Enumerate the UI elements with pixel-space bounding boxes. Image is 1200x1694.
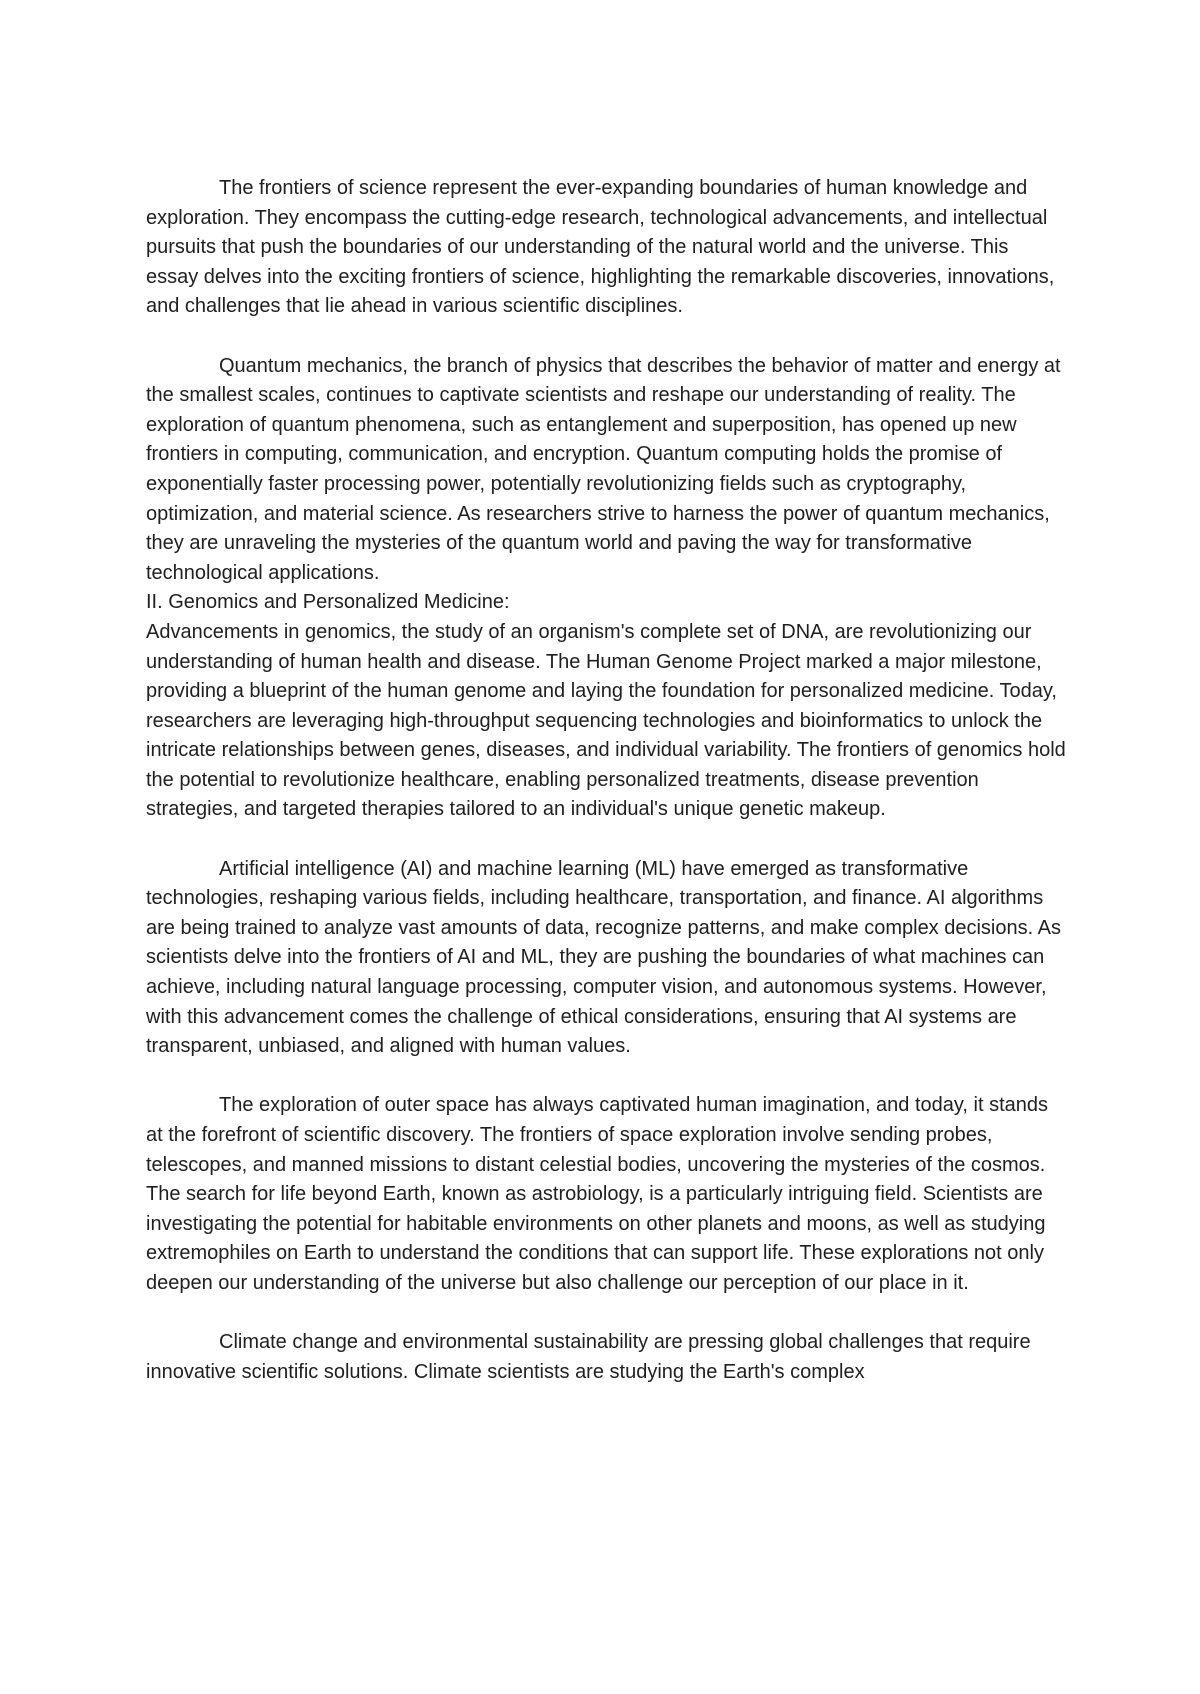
section-heading-genomics: II. Genomics and Personalized Medicine: bbox=[146, 591, 510, 614]
paragraph-climate-change: Climate change and environmental sustainability are pressing global challenges that require innovative scientific solutions. Climate scientists are studying the Earth's complex bbox=[146, 1331, 1031, 1383]
document-body bbox=[146, 174, 1066, 1387]
paragraph-artificial-intelligence: Artificial intelligence (AI) and machine learning (ML) have emerged as transformative technologies, reshaping various fields, including healthcare, transportation, and finance. AI algorithms are being trained to analyze vast amounts of data, recognize patterns, and make complex decisions. As scientists delve into the frontiers of AI and ML, they are pushing the boundaries of what machines can achieve, including natural language processing, computer vision, and autonomous systems. However, with this advancement comes the challenge of ethical considerations, ensuring that AI systems are transparent, unbiased, and aligned with human values. bbox=[146, 857, 1061, 1058]
paragraph-introduction: The frontiers of science represent the ever-expanding boundaries of human knowledge and exploration. They encompass the cutting-edge research, technological advancements, and intellectual pursuits that push the boundaries of our understanding of the natural world and the universe. This essay delves into the exciting frontiers of science, highlighting the remarkable discoveries, innovations, and challenges that lie ahead in various scientific disciplines. bbox=[146, 177, 1055, 318]
paragraph-quantum-mechanics: Quantum mechanics, the branch of physics that describes the behavior of matter and energy at the smallest scales, continues to captivate scientists and reshape our understanding of reality. The exploration of quantum phenomena, such as entanglement and superposition, has opened up new frontiers in computing, communication, and encryption. Quantum computing holds the promise of exponentially faster processing power, potentially revolutionizing fields such as cryptography, optimization, and material science. As researchers strive to harness the power of quantum mechanics, they are unraveling the mysteries of the quantum world and paving the way for transformative technological applications. bbox=[146, 354, 1061, 584]
paragraph-genomics: Advancements in genomics, the study of an organism's complete set of DNA, are revolutionizing our understanding of human health and disease. The Human Genome Project marked a major milestone, providing a blueprint of the human genome and laying the foundation for personalized medicine. Today, researchers are leveraging high-throughput sequencing technologies and bioinformatics to unlock the intricate relationships between genes, diseases, and individual variability. The frontiers of genomics hold the potential to revolutionize healthcare, enabling personalized treatments, disease prevention strategies, and targeted therapies tailored to an individual's unique genetic makeup. bbox=[146, 620, 1066, 821]
paragraph-space-exploration: The exploration of outer space has always captivated human imagination, and today, it stands at the forefront of scientific discovery. The frontiers of space exploration involve sending probes, telescopes, and manned missions to distant celestial bodies, uncovering the mysteries of the cosmos. The search for life beyond Earth, known as astrobiology, is a particularly intriguing field. Scientists are investigating the potential for habitable environments on other planets and moons, as well as studying extremophiles on Earth to understand the conditions that can support life. These explorations not only deepen our understanding of the universe but also challenge our perception of our place in it. bbox=[146, 1094, 1049, 1294]
